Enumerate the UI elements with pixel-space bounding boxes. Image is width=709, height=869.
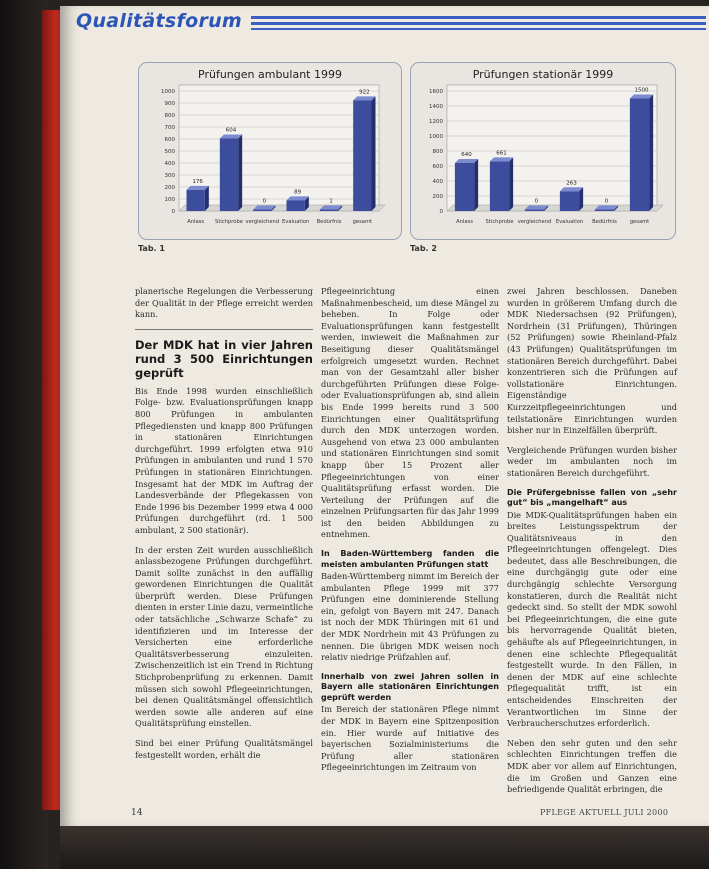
text-column-1 (135, 286, 313, 769)
category-label: Stichprobe (485, 219, 514, 225)
bar (490, 161, 509, 211)
subheading: In Baden-Württemberg fanden die meisten ambulanten Prüfungen statt (321, 549, 499, 569)
bar-value-label: 0 (604, 198, 609, 205)
bar-top (455, 159, 478, 163)
category-label: Bedürfnis (592, 219, 617, 225)
section-header (76, 10, 706, 36)
category-label: Evaluation (281, 219, 310, 225)
text-column-2 (321, 286, 499, 782)
y-tick-label: 400 (432, 179, 443, 185)
y-tick-label: 700 (164, 125, 175, 131)
y-tick-label: 1600 (429, 89, 443, 95)
category-label: Stichprobe (215, 219, 243, 225)
bar (525, 210, 544, 211)
bar-side (372, 96, 376, 211)
y-tick-label: 200 (432, 194, 443, 200)
y-tick-label: 200 (164, 185, 175, 191)
chart-stationaer (410, 62, 676, 240)
chart-caption: Tab. 2 (410, 244, 437, 253)
y-tick-label: 600 (164, 137, 175, 143)
paragraph: zwei Jahren beschlossen. Daneben wurden in größerem Umfang durch die MDK Niedersachsen (92 Prüfungen), Nordrhein (31 Prüfungen), Thüringen (52 Prüfungen) sowie Rheinland-Pfalz (43 Prüfungen) Qualitätsprüfungen im stationären Bereich durchgeführt. Dabei konzentrieren sich die Prüfungen auf vollstationäre Einrichtungen. Eigenständige Kurzzeitpflegeeinrichtungen und teilstationäre Einrichtungen wurden bisher nur in Einzelfällen überprüft. (507, 286, 677, 436)
paragraph: Bis Ende 1998 wurden einschließlich Folge- bzw. Evaluationsprüfungen knapp 800 Prüfungen in ambulanten Pflegediensten und knapp 800 Prüfungen in stationären Einrichtungen durchgeführt. 1999 erfolgten etwa 910 Prüfungen in ambulanten und rund 1 570 Prüfungen in stationären Einrichtungen. Insgesamt hat der MDK im Auftrag der Landesverbände der Pflegekassen von Ende 1996 bis Dezember 1999 etwa 4 000 Prüfungen durchgeführt (rd. 1 500 ambulant, 2 500 stationär). (135, 385, 313, 535)
y-tick-label: 0 (439, 209, 443, 215)
bar-value-label: 640 (461, 152, 472, 158)
chart-ambulant (138, 62, 402, 240)
paragraph: Pflegeeinrichtung einen Maßnahmenbescheid, um diese Mängel zu beheben. In Folge oder Evaluationsprüfungen kann festgestellt werden, inwieweit die Maßnahmen zur Beseitigung dieser Qualitätsmängel erfolgreich umgesetzt wurden. Rechnet man von der Gesamtzahl aller bisher durchgeführten Prüfungen diese Folge- oder Evaluationsprüfungen ab, sind allein bis Ende 1999 bereits rund 3 500 Einrichtungen einer Qualitätsprüfung durch den MDK unterzogen worden. Ausgehend von etwa 23 000 ambulanten und stationären Einrichtungen sind somit knapp über 15 Prozent aller Pflegeeinrichtungen von einer Qualitätsprüfung erfasst worden. Die Verteilung der Prüfungen auf die einzelnen Prüfungsarten für das Jahr 1999 ist den beiden Abbildungen zu entnehmen. (321, 286, 499, 540)
y-tick-label: 1000 (161, 89, 175, 95)
paragraph: Baden-Württemberg nimmt im Bereich der ambulanten Pflege 1999 mit 377 Prüfungen eine dominierende Stellung ein, gefolgt von Bayern mit 247. Danach ist noch der MDK Thüringen mit 61 und der MDK Nordrhein mit 43 Prüfungen zu nennen. Die übrigen MDK weisen noch relativ niedrige Prüfzahlen auf. (321, 571, 499, 663)
bar-side (205, 186, 209, 211)
bottom-shadow (60, 826, 709, 869)
y-tick-label: 1400 (429, 104, 443, 110)
bar (287, 200, 305, 211)
paragraph: In der ersten Zeit wurden ausschließlich anlassbezogene Prüfungen durchgeführt. Damit sollte zunächst in den auffällig gewordenen Einrichtungen die Qualität überprüft werden. Diese Prüfungen dienten in erster Linie dazu, vermeintliche oder tatsächliche „Schwarze Schafe“ zu identifizieren und im Interesse der Versicherten eine erforderliche Qualitätsverbesserung einzuleiten. Zwischenzeitlich ist ein Trend in Richtung Stichprobenprüfung zu erkennen. Damit müssen sich sowohl Pflegeeinrichtungen, bei denen Qualitätsmängel offensichtlich werden sowie alle anderen auf eine Qualitätsprüfung einstellen. (135, 544, 313, 729)
paragraph: Vergleichende Prüfungen wurden bisher weder im ambulanten noch im stationären Bereich durchgeführt. (507, 444, 677, 478)
chart-title: Prüfungen stationär 1999 (472, 68, 614, 81)
section-title: Qualitätsforum (76, 10, 243, 32)
bar-top (490, 157, 513, 161)
plot-area (447, 85, 657, 211)
y-tick-label: 1000 (429, 134, 443, 140)
bar (595, 210, 614, 211)
paragraph: Neben den sehr guten und den sehr schlechten Einrichtungen treffen die MDK aber vor allem auf Einrichtungen, die im Großen und Ganzen eine befriedigende Qualität erbringen, die (507, 737, 677, 795)
y-tick-label: 800 (164, 113, 175, 119)
bar (630, 99, 649, 212)
bar-value-label: 922 (359, 89, 370, 96)
bar-side (649, 95, 653, 212)
header-rule (251, 22, 706, 25)
bar (253, 210, 271, 211)
paragraph: planerische Regelungen die Verbesserung der Qualität in der Pflege erreicht werden kann. (135, 286, 313, 320)
bar-top (595, 206, 618, 210)
paragraph: Sind bei einer Prüfung Qualitätsmängel festgestellt worden, erhält die (135, 738, 313, 760)
y-tick-label: 100 (164, 197, 175, 203)
plot-area (179, 85, 379, 211)
bar-value-label: 1 (329, 198, 333, 205)
bar-value-label: 0 (262, 198, 267, 205)
y-tick-label: 400 (164, 161, 175, 167)
chart-title: Prüfungen ambulant 1999 (198, 68, 342, 81)
y-tick-label: 0 (171, 209, 175, 215)
bar-value-label: 1500 (634, 87, 649, 94)
y-tick-label: 1200 (429, 119, 443, 125)
bar-side (509, 157, 513, 211)
text-column-3 (507, 286, 677, 804)
category-label: Evaluation (555, 219, 584, 225)
y-tick-label: 800 (432, 149, 443, 155)
y-tick-label: 600 (432, 164, 443, 170)
category-label: Bedürfnis (316, 219, 342, 225)
category-label: gesamt (629, 219, 650, 225)
bar-side (579, 187, 583, 211)
paragraph: Im Bereich der stationären Pflege nimmt der MDK in Bayern eine Spitzenposition ein. Hier wurde auf Initiative des bayerischen Sozialministeriums die Prüfung aller stationären Pflegeeinrichtungen im Zeitraum von (321, 704, 499, 773)
bar (560, 191, 579, 211)
header-rule (251, 28, 706, 30)
y-tick-label: 300 (164, 173, 175, 179)
bar (353, 100, 371, 211)
header-rule (251, 16, 706, 19)
bar (220, 139, 238, 211)
bar (455, 163, 474, 211)
bar-value-label: 89 (294, 189, 302, 196)
category-label: Anlass (456, 219, 473, 225)
y-tick-label: 500 (164, 149, 175, 155)
bar-top (560, 187, 583, 191)
divider (135, 329, 313, 330)
section-heading: Der MDK hat in vier Jahren rund 3 500 Einrichtungen geprüft (135, 337, 313, 380)
bar-value-label: 604 (225, 127, 237, 134)
bar-value-label: 0 (534, 198, 539, 205)
bar-side (474, 159, 478, 211)
bar-side (238, 135, 242, 211)
chart-stationaer-plot (411, 63, 675, 239)
bar-value-label: 263 (566, 180, 577, 187)
bar-top (525, 206, 548, 210)
bar-value-label: 661 (496, 150, 507, 157)
bar (187, 190, 205, 211)
journal-footer: PFLEGE AKTUELL JULI 2000 (540, 808, 669, 817)
chart-ambulant-plot (139, 63, 401, 239)
book-spine-shadow (0, 0, 48, 869)
subheading: Innerhalb von zwei Jahren sollen in Bayern alle stationären Einrichtungen geprüft werden (321, 671, 499, 702)
category-label: Anlass (187, 219, 205, 225)
subheading: Die Prüfergebnisse fallen von „sehr gut“ bis „mangelhaft“ aus (507, 487, 677, 507)
paragraph: Die MDK-Qualitätsprüfungen haben ein breites Leistungsspektrum der Qualitätsniveaus in den Pflegeeinrichtungen offengelegt. Dies bedeutet, dass alle Beschreibungen, die eine durchgängig gute oder eine durchgängig schlechte Versorgung konstatieren, durch die Realität nicht gedeckt sind. So stellt der MDK sowohl bei Pflegeeinrichtungen, die eine gute bis hervorragende Qualität bieten, gehäufte als auf Pflegeeinrichtungen, in denen eine schlechte Pflegequalität festgestellt wurde. In den Fällen, in denen der MDK auf eine schlechte Pflegequalität trifft, ist ein entscheidendes Einschreiten der Verantwortlichen im Sinne der Verbraucherschutzes erforderlich. (507, 509, 677, 729)
y-tick-label: 900 (164, 101, 175, 107)
category-label: vergleichend (517, 219, 552, 225)
bar (320, 210, 338, 211)
chart-caption: Tab. 1 (138, 244, 165, 253)
page-number: 14 (131, 808, 143, 818)
category-label: vergleichend (245, 219, 280, 225)
bar-top (630, 95, 653, 99)
category-label: gesamt (352, 219, 373, 225)
bar-value-label: 176 (192, 178, 203, 185)
